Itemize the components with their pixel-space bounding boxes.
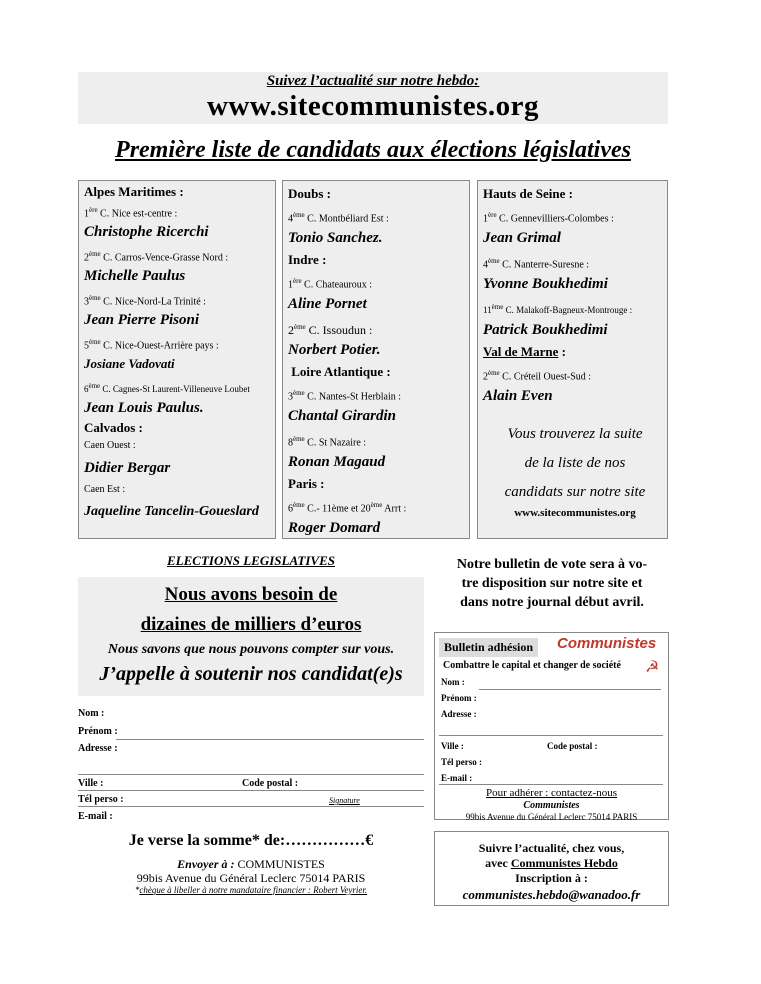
region-label: Paris : [288,476,325,491]
amount-line[interactable]: Je verse la somme* de:……………€ [128,832,374,849]
candidate-name: Didier Bergar [84,460,171,476]
prenom-field[interactable]: Prénom : [441,693,477,703]
header-url[interactable]: www.sitecommunistes.org [206,90,540,122]
site-url[interactable]: www.sitecommunistes.org [514,507,636,519]
signature-label: Signature [329,796,360,805]
candidate-name: Christophe Ricerchi [84,224,209,240]
candidate-name: Tonio Sanchez. [288,230,383,246]
email-field[interactable]: E-mail : [78,811,113,822]
circonscription: 11ème C. Malakoff-Bagneux-Montrouge : [483,303,633,315]
header-subtitle: Suivez l’actualité sur notre hebdo: [266,73,480,89]
circonscription: Caen Est : [84,484,126,495]
region-label: Loire Atlantique : [291,364,391,379]
cheque-note: *chèque à libeller à notre mandataire financier : Robert Veyrier. [134,885,368,895]
newsletter-line-3: Inscription à : [515,871,588,885]
divider [78,790,424,791]
candidate-name: Jean Grimal [483,230,561,246]
note-line: Notre bulletin de vote sera à vo- [456,557,648,572]
circonscription: 8ème C. St Nazaire : [288,435,367,449]
candidate-name: Jean Louis Paulus. [84,400,204,416]
region-label: Alpes Maritimes : [84,184,184,199]
candidate-name: Alain Even [483,388,553,404]
ville-field[interactable]: Ville : [441,741,464,751]
appeal-line-1: Nous avons besoin de [164,584,338,605]
divider [479,689,661,690]
region-label: Calvados : [84,420,143,435]
newsletter-box [434,831,669,906]
divider [439,735,663,736]
org-name: Communistes [523,800,580,811]
region-label: Indre : [288,252,327,267]
appeal-line-2: dizaines de milliers d’euros [140,614,362,635]
candidate-name: Chantal Girardin [288,408,396,424]
more-candidates-note [483,420,667,507]
membership-form [434,632,669,820]
circonscription: 2ème C. Carros-Vence-Grasse Nord : [84,250,229,264]
tel-field[interactable]: Tél perso : [441,757,482,767]
adresse-field[interactable]: Adresse : [441,709,477,719]
circonscription: Caen Ouest : [84,440,136,451]
candidate-name: Josiane Vadovati [84,356,175,371]
nom-field[interactable]: Nom : [441,677,465,687]
divider [439,784,663,785]
appeal-line-3: Nous savons que nous pouvons compter sur vous. [107,642,395,657]
candidate-name: Patrick Boukhedimi [483,322,608,338]
ville-field[interactable]: Ville : [78,778,104,789]
note-line: candidats sur notre site [504,484,646,500]
contact-line: Pour adhérer : contactez-nous [485,787,618,799]
candidate-name: Aline Pornet [288,296,367,312]
slogan: Combattre le capital et changer de société [443,660,621,671]
candidate-name: Michelle Paulus [84,268,186,284]
circonscription: 1ère C. Nice est-centre : [84,206,178,220]
candidates-column-2 [282,180,470,539]
circonscription: 6ème C. Cagnes-St Laurent-Villeneuve Loubet [84,382,250,394]
note-line: tre disposition sur notre site et [461,576,643,591]
appeal-line-4: J’appelle à soutenir nos candidat(e)s [99,663,403,685]
communistes-logo: Communistes [557,635,657,652]
candidate-name: Ronan Magaud [288,454,386,470]
candidate-name: Jean Pierre Pisoni [84,312,199,328]
membership-tag: Bulletin adhésion [439,638,538,657]
org-address: 99bis Avenue du Général Leclerc 75014 PARIS [465,812,638,822]
candidates-column-3 [477,180,668,539]
circonscription: 5ème C. Nice-Ouest-Arrière pays : [84,338,219,352]
donation-appeal [78,577,424,696]
circonscription: 6ème C.- 11ème et 20ème Arrt : [288,501,407,515]
circonscription: 3ème C. Nice-Nord-La Trinité : [84,294,206,308]
circonscription: 1ère C. Gennevilliers-Colombes : [483,211,614,225]
nom-field[interactable]: Nom : [78,708,105,719]
candidate-name: Norbert Potier. [288,342,381,358]
donation-title: ELECTIONS LEGISLATIVES [167,553,335,568]
candidate-name: Roger Domard [288,520,381,536]
circonscription: 2ème C. Créteil Ouest-Sud : [483,369,592,383]
adresse-field[interactable]: Adresse : [78,743,118,754]
code-postal-field[interactable]: Code postal : [547,741,598,751]
code-postal-field[interactable]: Code postal : [242,778,299,789]
hammer-sickle-icon: ☭ [645,659,660,676]
candidate-name: Jaqueline Tancelin-Goueslard [84,504,259,519]
region-label: Val de Marne : [483,344,566,359]
divider [78,774,424,775]
send-to: Envoyer à : COMMUNISTES [177,857,325,871]
divider [78,806,424,807]
note-line: de la liste de nos [524,455,626,471]
divider [116,739,424,740]
note-line: Vous trouverez la suite [507,426,643,442]
prenom-field[interactable]: Prénom : [78,726,118,737]
region-label: Hauts de Seine : [483,186,573,201]
circonscription: 2ème C. Issoudun : [288,323,373,337]
circonscription: 3ème C. Nantes-St Herblain : [288,389,402,403]
circonscription: 1ère C. Chateauroux : [288,277,373,291]
tel-field[interactable]: Tél perso : [78,794,124,805]
candidates-column-1 [78,180,276,539]
note-line: dans notre journal début avril. [460,595,644,610]
circonscription: 4ème C. Nanterre-Suresne : [483,257,590,271]
send-address: 99bis Avenue du Général Leclerc 75014 PARIS [136,871,366,885]
newsletter-email[interactable]: communistes.hebdo@wanadoo.fr [462,887,641,902]
email-field[interactable]: E-mail : [441,773,473,783]
page-title: Première liste de candidats aux élections législatives [115,137,631,163]
ballot-note [434,555,670,612]
newsletter-line-2: avec Communistes Hebdo [485,856,618,870]
circonscription: 4ème C. Montbéliard Est : [288,211,389,225]
header-banner [78,72,668,124]
newsletter-line-1: Suivre l’actualité, chez vous, [478,841,625,855]
region-label: Doubs : [288,186,332,201]
candidate-name: Yvonne Boukhedimi [483,276,608,292]
